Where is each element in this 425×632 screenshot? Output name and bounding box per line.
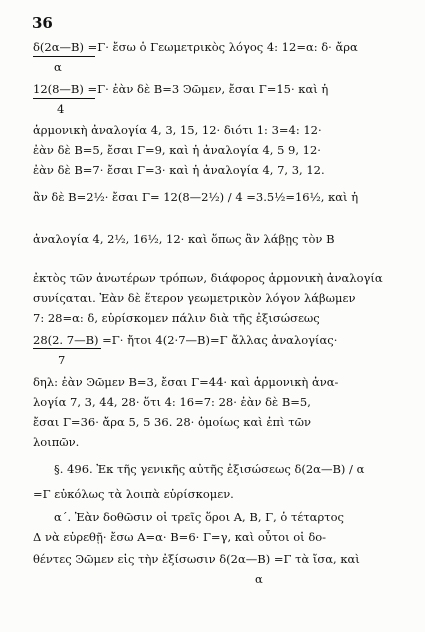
text-line: θέντες Ͽῶμεν εἰς τὴν ἐξίσωσιν δ(2α—Β) =Γ τὰ ἴσα, καὶ [33,552,360,566]
text-line: ἀναλογία 4, 2½, 16½, 12· καὶ ὅπως ἂν λάβῃς τὸν Β [33,232,335,246]
text-line: ἐκτὸς τῶν ἀνωτέρων τρόπων, διάφορος ἁρμονικὴ ἀναλογία [33,271,383,285]
text-line: α΄. Ἐὰν δοθῶσιν οἱ τρεῖς ὅροι Α, Β, Γ, ὁ τέταρτος [54,510,344,524]
text-line: 7 [58,353,66,367]
text-line: 7: 28=α: δ, εὑρίσκομεν πάλιν διὰ τῆς ἐξισώσεως [33,311,320,325]
page-number: 36 [32,14,53,32]
fraction-bar [33,98,95,99]
text-line: δ(2α—Β) =Γ· ἔσω ὁ Γεωμετρικὸς λόγος 4: 12=α: δ· ἄρα [33,40,358,54]
text-line: 28(2. 7—Β) =Γ· ἤτοι 4(2·7—Β)=Γ ἄλλας ἀναλογίας· [33,333,338,347]
text-line: =Γ εὐκόλως τὰ λοιπὰ εὑρίσκομεν. [33,487,234,501]
text-line: λοιπῶν. [33,435,80,449]
text-line: λογία 7, 3, 44, 28· ὅτι 4: 16=7: 28· ἐὰν δὲ Β=5, [33,395,311,409]
text-line: α [255,572,263,586]
fraction-bar [33,56,95,57]
text-line: 4 [57,102,65,116]
text-line: Δ νὰ εὑρεθῇ· ἔσω Α=α· Β=6· Γ=γ, καὶ οὗτοι οἱ δο- [33,530,327,544]
text-line: ἂν δὲ Β=2½· ἔσαι Γ= 12(8—2½) / 4 =3.5½=16½, καὶ ἡ [33,190,359,204]
text-line: ἐὰν δὲ Β=7· ἔσαι Γ=3· καὶ ἡ ἀναλογία 4, 7, 3, 12. [33,163,325,177]
section-heading-line: §. 496. Ἐκ τῆς γενικῆς αὐτῆς ἐξισώσεως δ(2α—Β) / α [54,462,365,476]
text-line: ἔσαι Γ=36· ἄρα 5, 5 36. 28· ὁμοίως καὶ ἐπὶ τῶν [33,415,311,429]
text-line: συνίςαται. Ἐὰν δὲ ἕτερον γεωμετρικὸν λόγον λάβωμεν [33,291,356,305]
text-line: δηλ: ἐὰν Ͽῶμεν Β=3, ἔσαι Γ=44· καὶ ἁρμονικὴ ἀνα- [33,375,339,389]
text-line: ἁρμονικὴ ἀναλογία 4, 3, 15, 12· διότι 1: 3=4: 12· [33,123,322,137]
fraction-bar [33,348,101,349]
text-line: α [54,60,62,74]
text-line: ἐὰν δὲ Β=5, ἔσαι Γ=9, καὶ ἡ ἀναλογία 4, 5 9, 12· [33,143,321,157]
text-line: 12(8—Β) =Γ· ἐὰν δὲ Β=3 Ͽῶμεν, ἔσαι Γ=15· καὶ ἡ [33,82,329,96]
